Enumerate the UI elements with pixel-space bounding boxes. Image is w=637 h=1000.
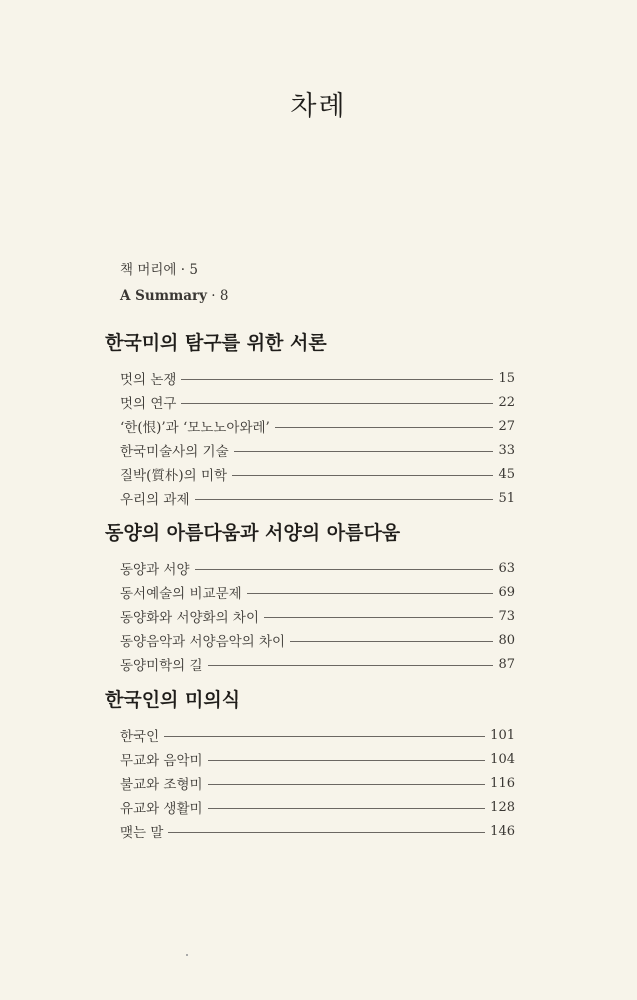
entry-page: 33 <box>498 442 515 458</box>
toc-entry[interactable] <box>120 795 515 819</box>
front-matter <box>120 257 228 309</box>
entry-label: 맺는 말 <box>120 825 164 841</box>
leader-line <box>181 403 493 404</box>
toc-entry[interactable] <box>120 462 515 486</box>
leader-line <box>195 569 494 570</box>
toc-entry[interactable] <box>120 747 515 771</box>
toc-section <box>105 685 515 843</box>
entry-label: 질박(質朴)의 미학 <box>120 468 228 484</box>
entry-label: 동양과 서양 <box>120 562 190 578</box>
front-matter-label: 책 머리에 <box>120 262 177 278</box>
print-speck <box>186 954 188 956</box>
front-matter-item[interactable] <box>120 283 228 309</box>
toc-entry[interactable] <box>120 628 515 652</box>
entry-page: 73 <box>498 608 515 624</box>
leader-line <box>208 784 486 785</box>
leader-line <box>181 379 493 380</box>
toc-entry[interactable] <box>120 604 515 628</box>
entry-page: 69 <box>498 584 515 600</box>
front-matter-label: A Summary <box>120 288 208 304</box>
entry-page: 146 <box>490 823 515 839</box>
entry-page: 87 <box>498 656 515 672</box>
toc-entry[interactable] <box>120 723 515 747</box>
front-matter-page: 5 <box>189 262 198 278</box>
toc-section <box>105 518 515 676</box>
toc-entry[interactable] <box>120 819 515 843</box>
entry-label: 한국미술사의 기술 <box>120 444 229 460</box>
section-title: 한국미의 탐구를 위한 서론 <box>105 332 327 354</box>
entry-page: 116 <box>490 775 515 791</box>
leader-line <box>234 451 494 452</box>
toc-entry[interactable] <box>120 652 515 676</box>
leader-line <box>195 499 494 500</box>
entry-label: 무교와 음악미 <box>120 753 203 769</box>
entry-label: 동양미학의 길 <box>120 658 203 674</box>
leader-line <box>164 736 485 737</box>
entry-page: 101 <box>490 727 515 743</box>
leader-line <box>208 665 494 666</box>
toc-entry[interactable] <box>120 771 515 795</box>
leader-line <box>168 832 485 833</box>
entry-label: 동양음악과 서양음악의 차이 <box>120 634 286 650</box>
leader-line <box>264 617 493 618</box>
entry-page: 27 <box>498 418 515 434</box>
leader-line <box>232 475 493 476</box>
entry-label: 한국인 <box>120 729 160 745</box>
leader-line <box>247 593 494 594</box>
entry-page: 15 <box>498 370 515 386</box>
section-title: 동양의 아름다움과 서양의 아름다움 <box>105 522 401 544</box>
entry-label: 유교와 생활미 <box>120 801 203 817</box>
entry-label: ‘한(恨)’과 ‘모노노아와레’ <box>120 420 270 436</box>
toc-entry[interactable] <box>120 366 515 390</box>
toc-entry[interactable] <box>120 556 515 580</box>
entry-label: 멋의 논쟁 <box>120 372 177 388</box>
front-matter-separator: · <box>176 262 190 278</box>
leader-line <box>208 808 486 809</box>
entry-page: 80 <box>498 632 515 648</box>
entry-page: 51 <box>498 490 515 506</box>
leader-line <box>275 427 494 428</box>
entry-page: 22 <box>498 394 515 410</box>
toc-entry[interactable] <box>120 580 515 604</box>
entry-label: 불교와 조형미 <box>120 777 203 793</box>
toc-entry[interactable] <box>120 438 515 462</box>
leader-line <box>290 641 493 642</box>
section-title: 한국인의 미의식 <box>105 689 241 711</box>
entry-label: 동양화와 서양화의 차이 <box>120 610 259 626</box>
toc-section <box>105 328 515 510</box>
entry-label: 멋의 연구 <box>120 396 177 412</box>
entry-label: 우리의 과제 <box>120 492 190 508</box>
toc-entry[interactable] <box>120 486 515 510</box>
front-matter-separator: · <box>207 288 220 304</box>
toc-entry[interactable] <box>120 414 515 438</box>
entry-page: 45 <box>498 466 515 482</box>
entry-page: 63 <box>498 560 515 576</box>
page-title: 차례 <box>290 91 347 122</box>
front-matter-item[interactable] <box>120 257 228 283</box>
entry-label: 동서예술의 비교문제 <box>120 586 242 602</box>
entry-page: 128 <box>490 799 515 815</box>
front-matter-page: 8 <box>219 288 229 304</box>
entry-page: 104 <box>490 751 515 767</box>
leader-line <box>208 760 486 761</box>
toc-entry[interactable] <box>120 390 515 414</box>
